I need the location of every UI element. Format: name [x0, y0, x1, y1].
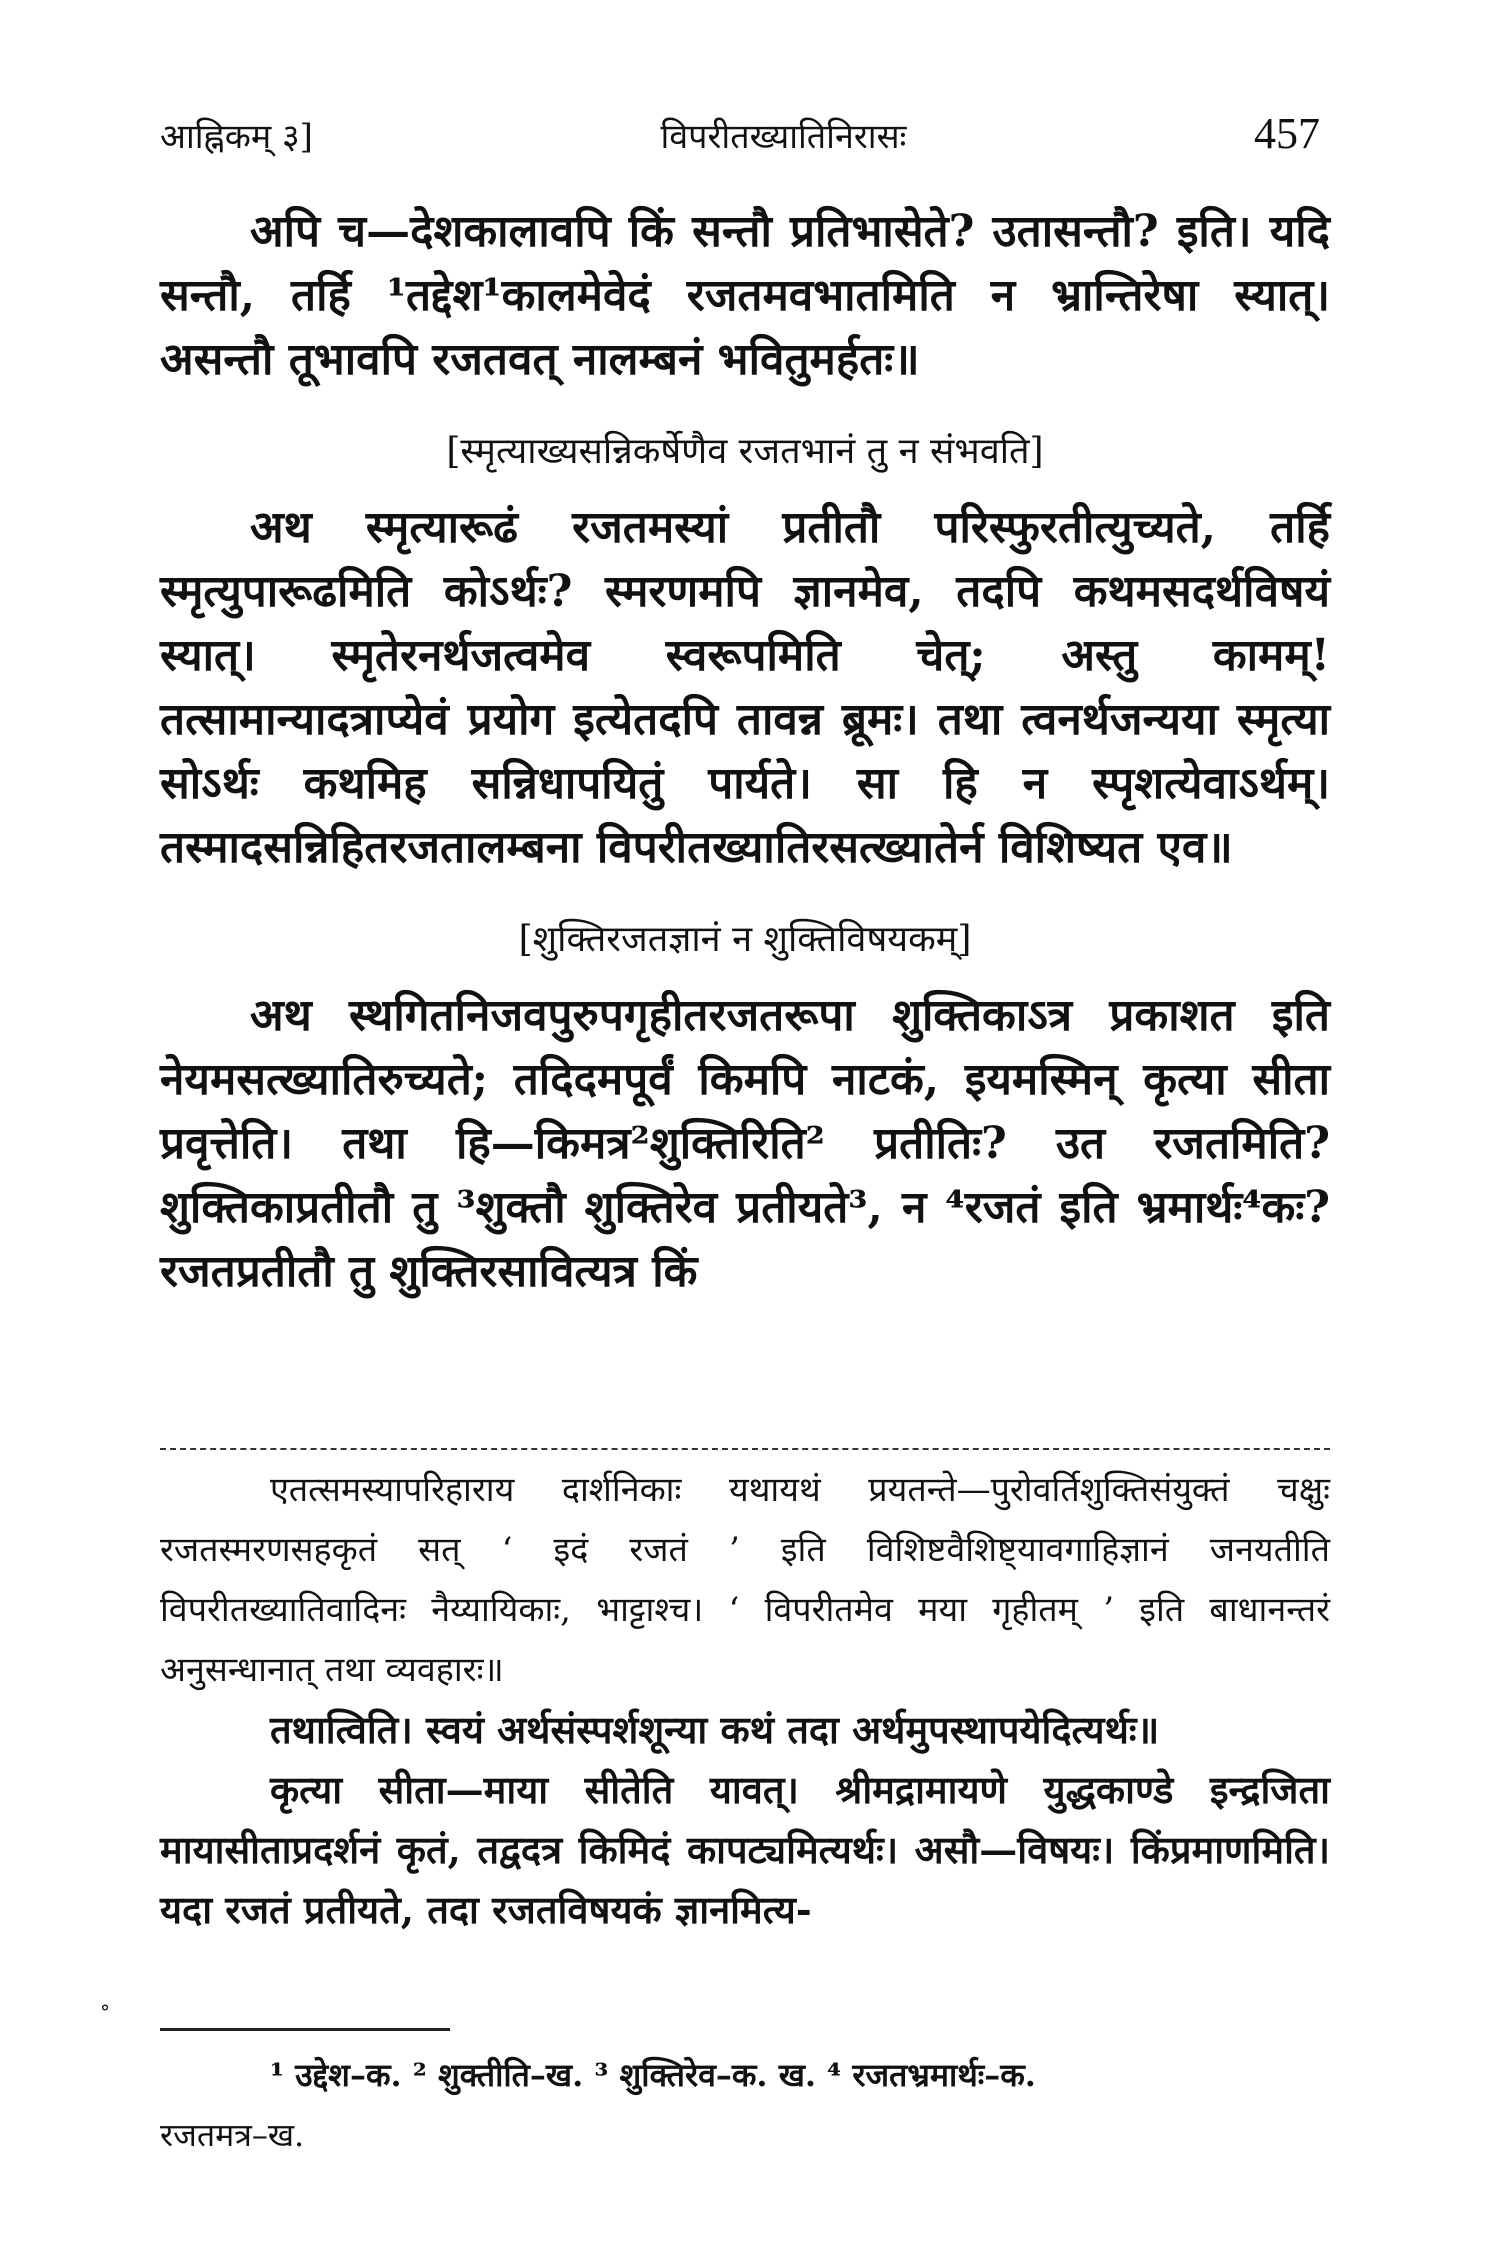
- commentary-1: एतत्समस्यापरिहाराय दार्शनिकाः यथायथं प्रयतन्ते—पुरोवर्तिशुक्तिसंयुक्तं चक्षुः रजतस्मरणसहकृतं सत् ‘ इदं रजतं ’ इति विशिष्टवैशिष्ट्यावगाहिज्ञानं जनयतीति विपरीतख्यातिवादिनः नैय्यायिकाः, भाट्टाश्च। ‘ विपरीतमेव मया गृहीतम् ’ इति बाधानन्तरं अनुसन्धानात् तथा व्यवहारः॥: [160, 1470, 1330, 1690]
- header-left: आह्निकम् ३]: [160, 117, 313, 157]
- footnote-line-2: रजतमत्र–ख.: [160, 2116, 305, 2154]
- footnote-line-1: ¹ उद्देश–क. ² शुक्तीति–ख. ³ शुक्तिरेव–क. ख. ⁴ रजतभ्रमार्थः–क.: [270, 2056, 1036, 2094]
- commentary-3: कृत्या सीता—माया सीतेति यावत्। श्रीमद्रामायणे युद्धकाण्डे इन्द्रजिता मायासीताप्रदर्शनं कृतं, तद्वदत्र किमिदं कापट्यमित्यर्थः। असौ—विषयः। किंप्रमाणमिति। यदा रजतं प्रतीयते, तदा रजतविषयकं ज्ञानमित्य-: [160, 1767, 1330, 1932]
- commentary-divider: [160, 1448, 1330, 1450]
- page-number: 457: [1254, 109, 1320, 158]
- commentary: [160, 1460, 1330, 1940]
- footnotes: [160, 2045, 1330, 2165]
- paragraph-2: अथ स्मृत्यारूढं रजतमस्यां प्रतीतौ परिस्फुरतीत्युच्यते, तर्हि स्मृत्युपारूढमिति कोऽर्थः? स्मरणमपि ज्ञानमेव, तदपि कथमसदर्थविषयं स्यात्। स्मृतेरनर्थजत्वमेव स्वरूपमिति चेत्; अस्तु कामम्! तत्सामान्यादत्राप्येवं प्रयोग इत्येतदपि तावन्न ब्रूमः। तथा त्वनर्थजन्यया स्मृत्या सोऽर्थः कथमिह सन्निधापयितुं पार्यते। सा हि न स्पृशत्येवाऽर्थम्। तस्मादसन्निहितरजतालम्बना विपरीतख्यातिरसत्ख्यातेर्न विशिष्यत एव॥: [160, 502, 1330, 873]
- running-header: [160, 108, 1320, 168]
- footnote-divider: [160, 2028, 450, 2031]
- section-heading-2: [शुक्तिरजतज्ञानं न शुक्तिविषयकम्]: [518, 919, 972, 960]
- paragraph-3: अथ स्थगितनिजवपुरुपगृहीतरजतरूपा शुक्तिकाऽत्र प्रकाशत इति नेयमसत्ख्यातिरुच्यते; तदिदमपूर्वं किमपि नाटकं, इयमस्मिन् कृत्या सीता प्रवृत्तेति। तथा हि—किमत्र²शुक्तिरिति² प्रतीतिः? उत रजतमिति? शुक्तिकाप्रतीतौ तु ³शुक्तौ शुक्तिरेव प्रतीयते³, न ⁴रजतं इति भ्रमार्थः⁴कः? रजतप्रतीतौ तु शुक्तिरसावित्यत्र किं: [160, 990, 1330, 1297]
- section-heading-1: [स्मृत्याख्यसन्निकर्षेणैव रजतभानं तु न संभवति]: [446, 431, 1044, 472]
- margin-mark: °: [100, 2000, 110, 2024]
- commentary-2: तथात्विति। स्वयं अर्थसंस्पर्शशून्या कथं तदा अर्थमुपस्थापयेदित्यर्थः॥: [270, 1707, 1160, 1752]
- paragraph-1: अपि च—देशकालावपि किं सन्तौ प्रतिभासेते? उतासन्तौ? इति। यदि सन्तौ, तर्हि ¹तद्देश¹कालमेवेदं रजतमवभातमिति न भ्रान्तिरेषा स्यात्। असन्तौ तूभावपि रजतवत् नालम्बनं भवितुमर्हतः॥: [160, 206, 1330, 385]
- main-text: [160, 200, 1330, 1304]
- header-center: विपरीतख्यातिनिरासः: [660, 117, 907, 157]
